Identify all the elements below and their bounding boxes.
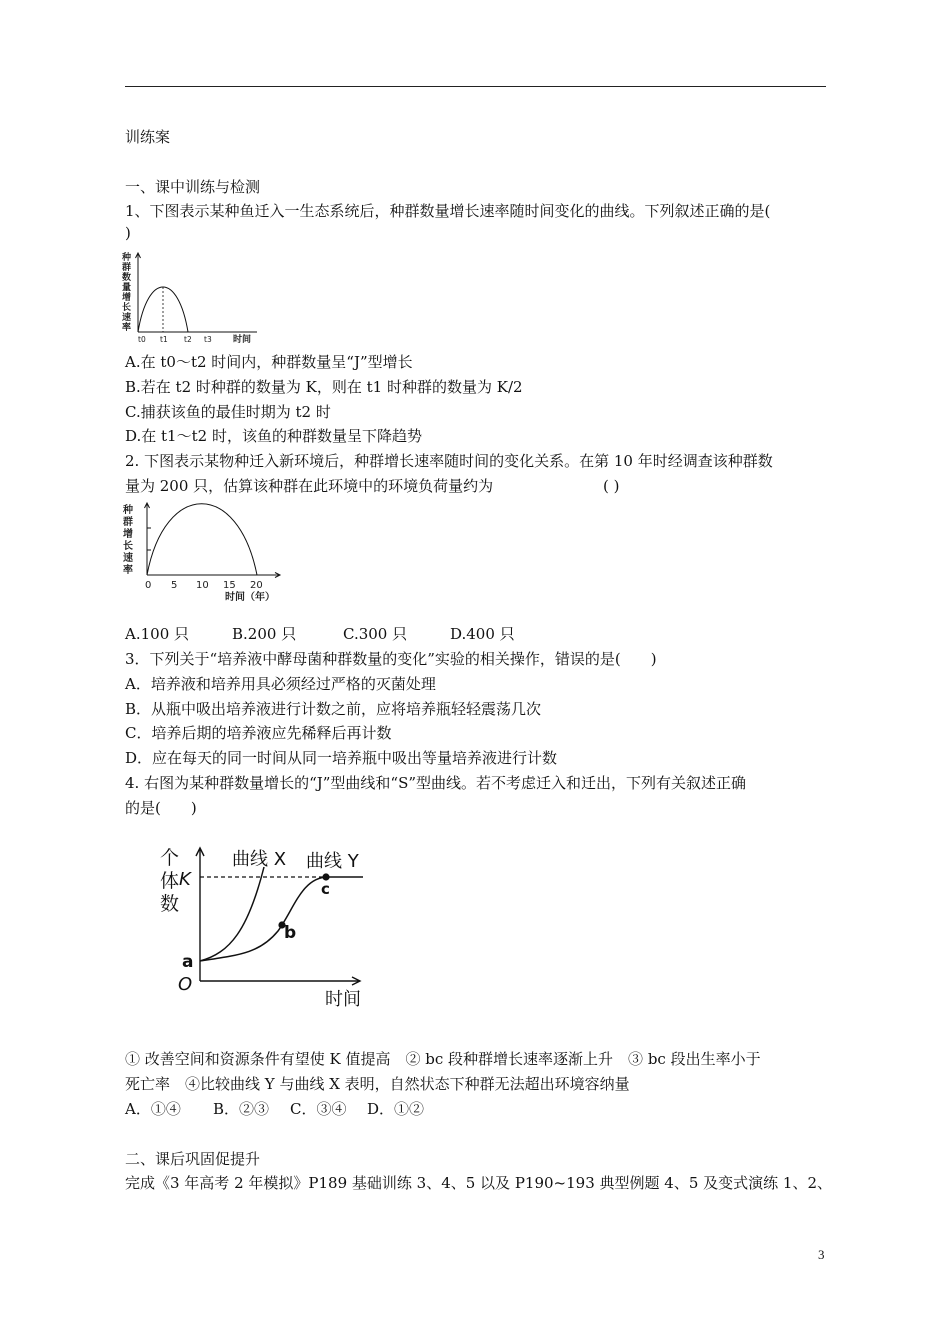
q3-option-a: A．培养液和培养用具必须经过严格的灭菌处理 — [125, 675, 436, 693]
q2-ylabel-char: 率 — [123, 565, 133, 576]
q1-ylabel-char: 长 — [122, 303, 132, 313]
q4-option-c: C．③④ — [290, 1100, 347, 1118]
q1-rate-curve — [138, 287, 188, 332]
q4-statements-line2: 死亡率 ④比较曲线 Y 与曲线 X 表明，自然状态下种群无法超出环境容纳量 — [125, 1075, 630, 1093]
q3-option-c: C．培养后期的培养液应先稀释后再计数 — [125, 724, 392, 742]
q4-ylabel-char: 数 — [160, 893, 180, 915]
q2-ylabel-char: 速 — [123, 553, 133, 564]
q2-tick-label: 0 — [145, 580, 152, 591]
q1-option-b: B.若在 t2 时种群的数量为 K，则在 t1 时种群的数量为 K/2 — [125, 378, 523, 396]
header-rule — [125, 86, 826, 87]
q4-ylabel-char: 体 — [160, 870, 180, 892]
q1-x-axis-label: 时间 — [233, 335, 252, 345]
q1-tick-label: t1 — [160, 335, 168, 344]
q4-stem-line2: 的是( ) — [125, 799, 197, 817]
q4-stem-line1: 4. 右图为某种群数量增长的“J”型曲线和“S”型曲线。若不考虑迁入和迁出，下列有关叙述正确 — [125, 774, 747, 792]
q4-x-axis-label: 时间 — [325, 989, 361, 1010]
q2-x-axis-label: 时间（年） — [225, 592, 275, 603]
q2-rate-curve — [147, 504, 257, 575]
q1-ylabel-char: 群 — [122, 263, 132, 273]
q2-tick-label: 5 — [171, 580, 178, 591]
q2-answer-paren: ( ) — [603, 477, 620, 495]
q4-option-a: A．①④ — [125, 1100, 181, 1118]
section-1-heading: 一、课中训练与检测 — [125, 178, 261, 196]
q1-ylabel-char: 种 — [122, 253, 132, 263]
q1-option-a: A.在 t0～t2 时间内，种群数量呈“J”型增长 — [125, 353, 413, 371]
q4-point-a-label: a — [182, 952, 194, 972]
page-number: 3 — [818, 1247, 825, 1262]
q2-option-b: B.200 只 — [232, 625, 297, 643]
q1-ylabel-char: 速 — [122, 313, 132, 323]
q1-option-d: D.在 t1～t2 时，该鱼的种群数量呈下降趋势 — [125, 427, 422, 445]
q2-ylabel-char: 增 — [123, 529, 133, 540]
section-2-heading: 二、课后巩固促提升 — [125, 1150, 261, 1168]
q1-ylabel-char: 增 — [122, 293, 132, 303]
q4-option-b: B．②③ — [213, 1100, 270, 1118]
q4-origin-label: O — [178, 974, 193, 995]
q1-ylabel-char: 数 — [122, 273, 132, 283]
q4-ylabel-char: 个 — [160, 847, 180, 869]
q2-stem-line2: 量为 200 只，估算该种群在此环境中的环境负荷量约为 — [125, 477, 494, 495]
q2-tick-label: 10 — [196, 580, 209, 591]
q2-option-a: A.100 只 — [125, 625, 189, 643]
q3-option-b: B．从瓶中吸出培养液进行计数之前，应将培养瓶轻轻震荡几次 — [125, 700, 542, 718]
q3-option-d: D．应在每天的同一时间从同一培养瓶中吸出等量培养液进行计数 — [125, 749, 558, 767]
q1-tick-label: t3 — [204, 335, 212, 344]
q3-stem: 3．下列关于“培养液中酵母菌种群数量的变化”实验的相关操作，错误的是( ) — [125, 650, 657, 668]
q1-figure — [120, 250, 260, 346]
q1-stem-line1: 1、下图表示某种鱼迁入一生态系统后，种群数量增长速率随时间变化的曲线。下列叙述正确的是( — [125, 202, 771, 220]
q2-ylabel-char: 长 — [123, 541, 133, 552]
q4-point-b-label: b — [284, 923, 297, 943]
q2-option-c: C.300 只 — [343, 625, 408, 643]
q4-figure — [160, 835, 375, 1013]
q4-curve-x — [200, 867, 264, 961]
q4-curve-y-label: 曲线 Y — [306, 851, 359, 872]
q4-option-d: D．①② — [367, 1100, 425, 1118]
q1-ylabel-char: 率 — [122, 323, 132, 333]
q4-point-c-label: c — [321, 880, 330, 898]
q1-ylabel-char: 量 — [122, 283, 132, 293]
q2-stem-line1: 2. 下图表示某物种迁入新环境后，种群增长速率随时间的变化关系。在第 10 年时经调查该种群数 — [125, 452, 773, 470]
q4-k-label: K — [179, 869, 191, 890]
q4-statements-line1: ① 改善空间和资源条件有望使 K 值提高 ② bc 段种群增长速率逐渐上升 ③ bc 段出生率小于 — [125, 1050, 761, 1068]
q1-option-c: C.捕获该鱼的最佳时期为 t2 时 — [125, 403, 331, 421]
q1-tick-label: t2 — [184, 335, 192, 344]
q2-ylabel-char: 种 — [123, 505, 133, 516]
q2-figure — [120, 500, 290, 608]
q1-stem-line2: ) — [125, 224, 131, 242]
q2-ylabel-char: 群 — [123, 517, 133, 528]
homework-text: 完成《3 年高考 2 年模拟》P189 基础训练 3、4、5 以及 P190~193 典型例题 4、5 及变式演练 1、2、 — [125, 1174, 832, 1192]
q2-tick-label: 15 — [223, 580, 236, 591]
page-title: 训练案 — [125, 128, 171, 146]
q1-tick-label: t0 — [138, 335, 146, 344]
q2-tick-label: 20 — [250, 580, 263, 591]
q2-option-d: D.400 只 — [450, 625, 515, 643]
q4-curve-x-label: 曲线 X — [232, 849, 287, 870]
